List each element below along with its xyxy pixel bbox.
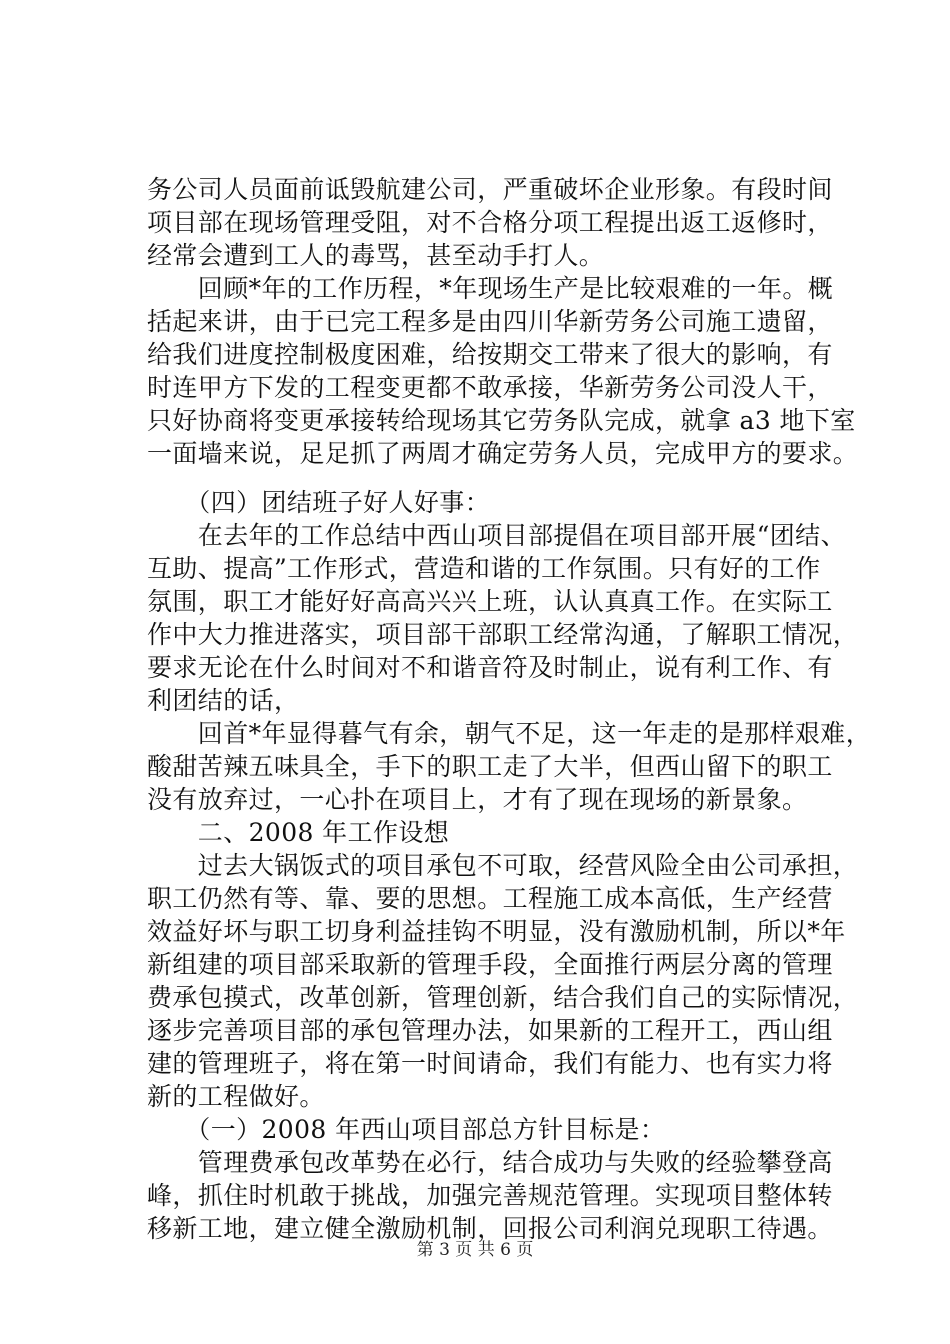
text-line: 建的管理班子，将在第一时间请命，我们有能力、也有实力将: [147, 1049, 833, 1078]
text-line: 新的工程做好。: [147, 1082, 325, 1111]
text-line: 互助、提高”工作形式，营造和谐的工作氛围。只有好的工作: [147, 554, 821, 583]
text-line: 移新工地，建立健全激励机制，回报公司利润兑现职工待遇。: [147, 1214, 833, 1243]
text-line: 新组建的项目部采取新的管理手段，全面推行两层分离的管理: [147, 950, 833, 979]
section-heading: （四）团结班子好人好事：: [147, 488, 491, 517]
text-line: 作中大力推进落实，项目部干部职工经常沟通，了解职工情况，: [147, 620, 859, 649]
text-line: 职工仍然有等、靠、要的思想。工程施工成本高低，生产经营: [147, 884, 833, 913]
text-line: 管理费承包改革势在必行，结合成功与失败的经验攀登高: [147, 1148, 833, 1177]
text-line: 括起来讲，由于已完工程多是由四川华新劳务公司施工遗留，: [147, 307, 833, 336]
text-line: 利团结的话，: [147, 686, 300, 715]
text-line: 回顾*年的工作历程，*年现场生产是比较艰难的一年。概: [147, 274, 834, 303]
text-line: 效益好坏与职工切身利益挂钩不明显，没有激励机制，所以*年: [147, 917, 846, 946]
text-line: 氛围，职工才能好好高高兴兴上班，认认真真工作。在实际工: [147, 587, 833, 616]
text-line: 给我们进度控制极度困难，给按期交工带来了很大的影响，有: [147, 340, 833, 369]
text-line: 只好协商将变更承接转给现场其它劳务队完成，就拿 a3 地下室: [147, 406, 856, 435]
text-line: 过去大锅饭式的项目承包不可取，经营风险全由公司承担，: [147, 851, 859, 880]
text-line: 一面墙来说，足足抓了两周才确定劳务人员，完成甲方的要求。: [147, 439, 859, 468]
text-line: 时连甲方下发的工程变更都不敢承接，华新劳务公司没人干，: [147, 373, 833, 402]
text-line: 要求无论在什么时间对不和谐音符及时制止，说有利工作、有: [147, 653, 833, 682]
section-heading: （一）2008 年西山项目部总方针目标是：: [147, 1115, 666, 1144]
text-line: 务公司人员面前诋毁航建公司，严重破坏企业形象。有段时间: [147, 175, 833, 204]
text-line: 逐步完善项目部的承包管理办法，如果新的工程开工，西山组: [147, 1016, 833, 1045]
text-line: 经常会遭到工人的毒骂，甚至动手打人。: [147, 241, 605, 270]
text-line: 没有放弃过，一心扑在项目上，才有了现在现场的新景象。: [147, 785, 808, 814]
text-line: 项目部在现场管理受阻，对不合格分项工程提出返工返修时，: [147, 208, 833, 237]
text-line: 峰，抓住时机敢于挑战，加强完善规范管理。实现项目整体转: [147, 1181, 833, 1210]
text-line: 酸甜苦辣五味具全，手下的职工走了大半，但西山留下的职工: [147, 752, 833, 781]
text-line: 在去年的工作总结中西山项目部提倡在项目部开展“团结、: [147, 521, 846, 550]
text-line: 费承包摸式，改革创新，管理创新，结合我们自己的实际情况，: [147, 983, 859, 1012]
text-line: 回首*年显得暮气有余，朝气不足，这一年走的是那样艰难，: [147, 719, 872, 748]
page-number-footer: 第 3 页 共 6 页: [416, 1240, 534, 1260]
section-heading: 二、2008 年工作设想: [147, 818, 450, 847]
